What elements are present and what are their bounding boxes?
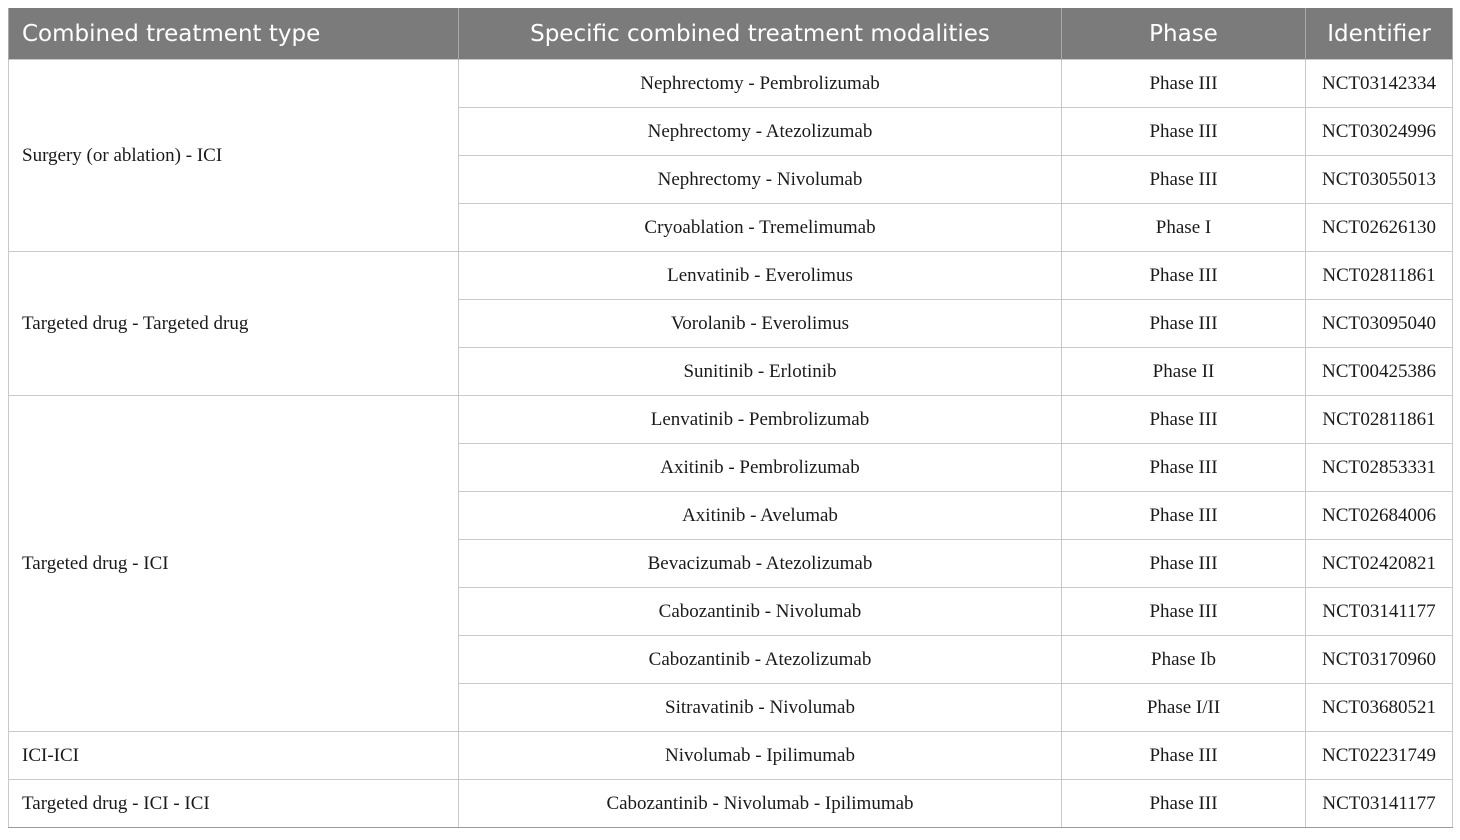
table-row bbox=[9, 732, 1453, 780]
header-identifier: Identifier bbox=[1306, 8, 1453, 60]
treatment-modality-cell: Nephrectomy - Atezolizumab bbox=[459, 108, 1062, 156]
phase-cell: Phase III bbox=[1062, 540, 1306, 588]
identifier-cell: NCT03141177 bbox=[1306, 780, 1453, 828]
table-row bbox=[9, 252, 1453, 300]
treatment-modality-cell: Lenvatinib - Pembrolizumab bbox=[459, 396, 1062, 444]
identifier-cell: NCT00425386 bbox=[1306, 348, 1453, 396]
treatment-table bbox=[8, 8, 1453, 828]
treatment-modality-cell: Bevacizumab - Atezolizumab bbox=[459, 540, 1062, 588]
table-row bbox=[9, 396, 1453, 444]
phase-cell: Phase III bbox=[1062, 60, 1306, 108]
identifier-cell: NCT02811861 bbox=[1306, 252, 1453, 300]
identifier-cell: NCT02853331 bbox=[1306, 444, 1453, 492]
phase-cell: Phase II bbox=[1062, 348, 1306, 396]
identifier-cell: NCT03680521 bbox=[1306, 684, 1453, 732]
treatment-modality-cell: Sitravatinib - Nivolumab bbox=[459, 684, 1062, 732]
treatment-modality-cell: Axitinib - Avelumab bbox=[459, 492, 1062, 540]
treatment-modality-cell: Lenvatinib - Everolimus bbox=[459, 252, 1062, 300]
treatment-modality-cell: Sunitinib - Erlotinib bbox=[459, 348, 1062, 396]
table-body bbox=[9, 60, 1453, 828]
identifier-cell: NCT03141177 bbox=[1306, 588, 1453, 636]
treatment-modality-cell: Nephrectomy - Pembrolizumab bbox=[459, 60, 1062, 108]
header-combined-treatment-type: Combined treatment type bbox=[9, 8, 459, 60]
identifier-cell: NCT02811861 bbox=[1306, 396, 1453, 444]
phase-cell: Phase Ib bbox=[1062, 636, 1306, 684]
phase-cell: Phase I/II bbox=[1062, 684, 1306, 732]
header-phase: Phase bbox=[1062, 8, 1306, 60]
treatment-modality-cell: Cabozantinib - Nivolumab - Ipilimumab bbox=[459, 780, 1062, 828]
identifier-cell: NCT02684006 bbox=[1306, 492, 1453, 540]
treatment-modality-cell: Axitinib - Pembrolizumab bbox=[459, 444, 1062, 492]
phase-cell: Phase III bbox=[1062, 444, 1306, 492]
identifier-cell: NCT03095040 bbox=[1306, 300, 1453, 348]
table-header bbox=[9, 8, 1453, 60]
table-row bbox=[9, 780, 1453, 828]
phase-cell: Phase III bbox=[1062, 252, 1306, 300]
combined-treatment-type-cell: ICI-ICI bbox=[9, 732, 459, 780]
identifier-cell: NCT02420821 bbox=[1306, 540, 1453, 588]
combined-treatment-type-cell: Surgery (or ablation) - ICI bbox=[9, 60, 459, 252]
phase-cell: Phase III bbox=[1062, 396, 1306, 444]
combined-treatment-type-cell: Targeted drug - ICI - ICI bbox=[9, 780, 459, 828]
phase-cell: Phase I bbox=[1062, 204, 1306, 252]
combined-treatment-type-cell: Targeted drug - Targeted drug bbox=[9, 252, 459, 396]
phase-cell: Phase III bbox=[1062, 300, 1306, 348]
combined-treatment-type-cell: Targeted drug - ICI bbox=[9, 396, 459, 732]
phase-cell: Phase III bbox=[1062, 732, 1306, 780]
identifier-cell: NCT03024996 bbox=[1306, 108, 1453, 156]
treatment-modality-cell: Cabozantinib - Nivolumab bbox=[459, 588, 1062, 636]
header-specific-modalities: Specific combined treatment modalities bbox=[459, 8, 1062, 60]
identifier-cell: NCT03170960 bbox=[1306, 636, 1453, 684]
treatment-modality-cell: Cabozantinib - Atezolizumab bbox=[459, 636, 1062, 684]
identifier-cell: NCT02626130 bbox=[1306, 204, 1453, 252]
treatment-modality-cell: Vorolanib - Everolimus bbox=[459, 300, 1062, 348]
identifier-cell: NCT03055013 bbox=[1306, 156, 1453, 204]
phase-cell: Phase III bbox=[1062, 492, 1306, 540]
identifier-cell: NCT03142334 bbox=[1306, 60, 1453, 108]
header-row bbox=[9, 8, 1453, 60]
phase-cell: Phase III bbox=[1062, 156, 1306, 204]
table-row bbox=[9, 60, 1453, 108]
phase-cell: Phase III bbox=[1062, 780, 1306, 828]
treatment-modality-cell: Nivolumab - Ipilimumab bbox=[459, 732, 1062, 780]
phase-cell: Phase III bbox=[1062, 588, 1306, 636]
identifier-cell: NCT02231749 bbox=[1306, 732, 1453, 780]
phase-cell: Phase III bbox=[1062, 108, 1306, 156]
treatment-modality-cell: Nephrectomy - Nivolumab bbox=[459, 156, 1062, 204]
treatment-modality-cell: Cryoablation - Tremelimumab bbox=[459, 204, 1062, 252]
